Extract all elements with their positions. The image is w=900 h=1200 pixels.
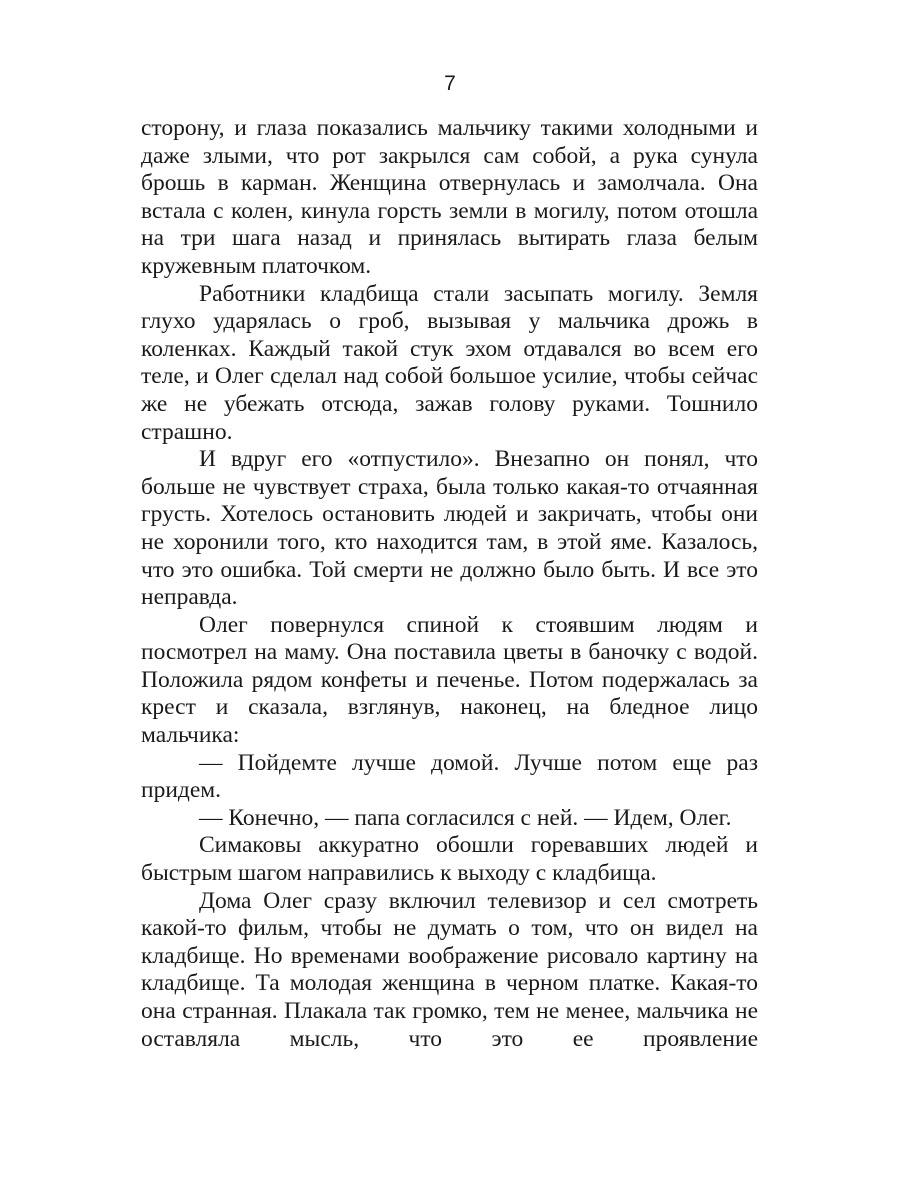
- paragraph: Работники кладбища стали засыпать могилу. Земля глухо ударялась о гроб, вызывая у мальчика дрожь в коленках. Каждый такой стук эхом отдавался во всем его теле, и Олег сделал над собой большое усилие, чтобы сейчас же не убежать отсюда, зажав голову руками. Тошнило страшно.: [141, 280, 758, 445]
- paragraph-continuation: сторону, и глаза показались мальчику такими холодными и даже злыми, что рот закрылся сам собой, а рука сунула брошь в карман. Женщина отвернулась и замолчала. Она встала с колен, кинула горсть земли в могилу, потом отошла на три шага назад и принялась вытирать глаза белым кружевным платочком.: [141, 115, 758, 279]
- body-text: [141, 115, 758, 1053]
- page-number: 7: [444, 72, 456, 95]
- paragraph: Олег повернулся спиной к стоявшим людям и посмотрел на маму. Она поставила цветы в баночку с водой. Положила рядом конфеты и печенье. Потом подержалась за крест и сказала, взглянув, наконец, на бледное лицо мальчика:: [141, 611, 758, 749]
- dialogue-line: — Конечно, — папа согласился с ней. — Идем, Олег.: [199, 804, 732, 831]
- paragraph: Симаковы аккуратно обошли горевавших людей и быстрым шагом направились к выходу с кладбища.: [141, 832, 758, 887]
- dialogue-line: — Пойдемте лучше домой. Лучше потом еще раз придем.: [141, 749, 758, 804]
- paragraph: И вдруг его «отпустило». Внезапно он понял, что больше не чувствует страха, была только какая-то отчаянная грусть. Хотелось остановить людей и закричать, чтобы они не хоронили того, кто находится там, в этой яме. Казалось, что это ошибка. Той смерти не должно было быть. И все это неправда.: [141, 446, 758, 611]
- paragraph-continued-next-page: Дома Олег сразу включил телевизор и сел смотреть какой-то фильм, чтобы не думать о том, что он видел на кладбище. Но временами воображение рисовало картину на кладбище. Та молодая женщина в черном платке. Какая-то она странная. Плакала так громко, тем не менее, мальчика не оставляла мысль, что это ее проявление: [141, 887, 758, 1052]
